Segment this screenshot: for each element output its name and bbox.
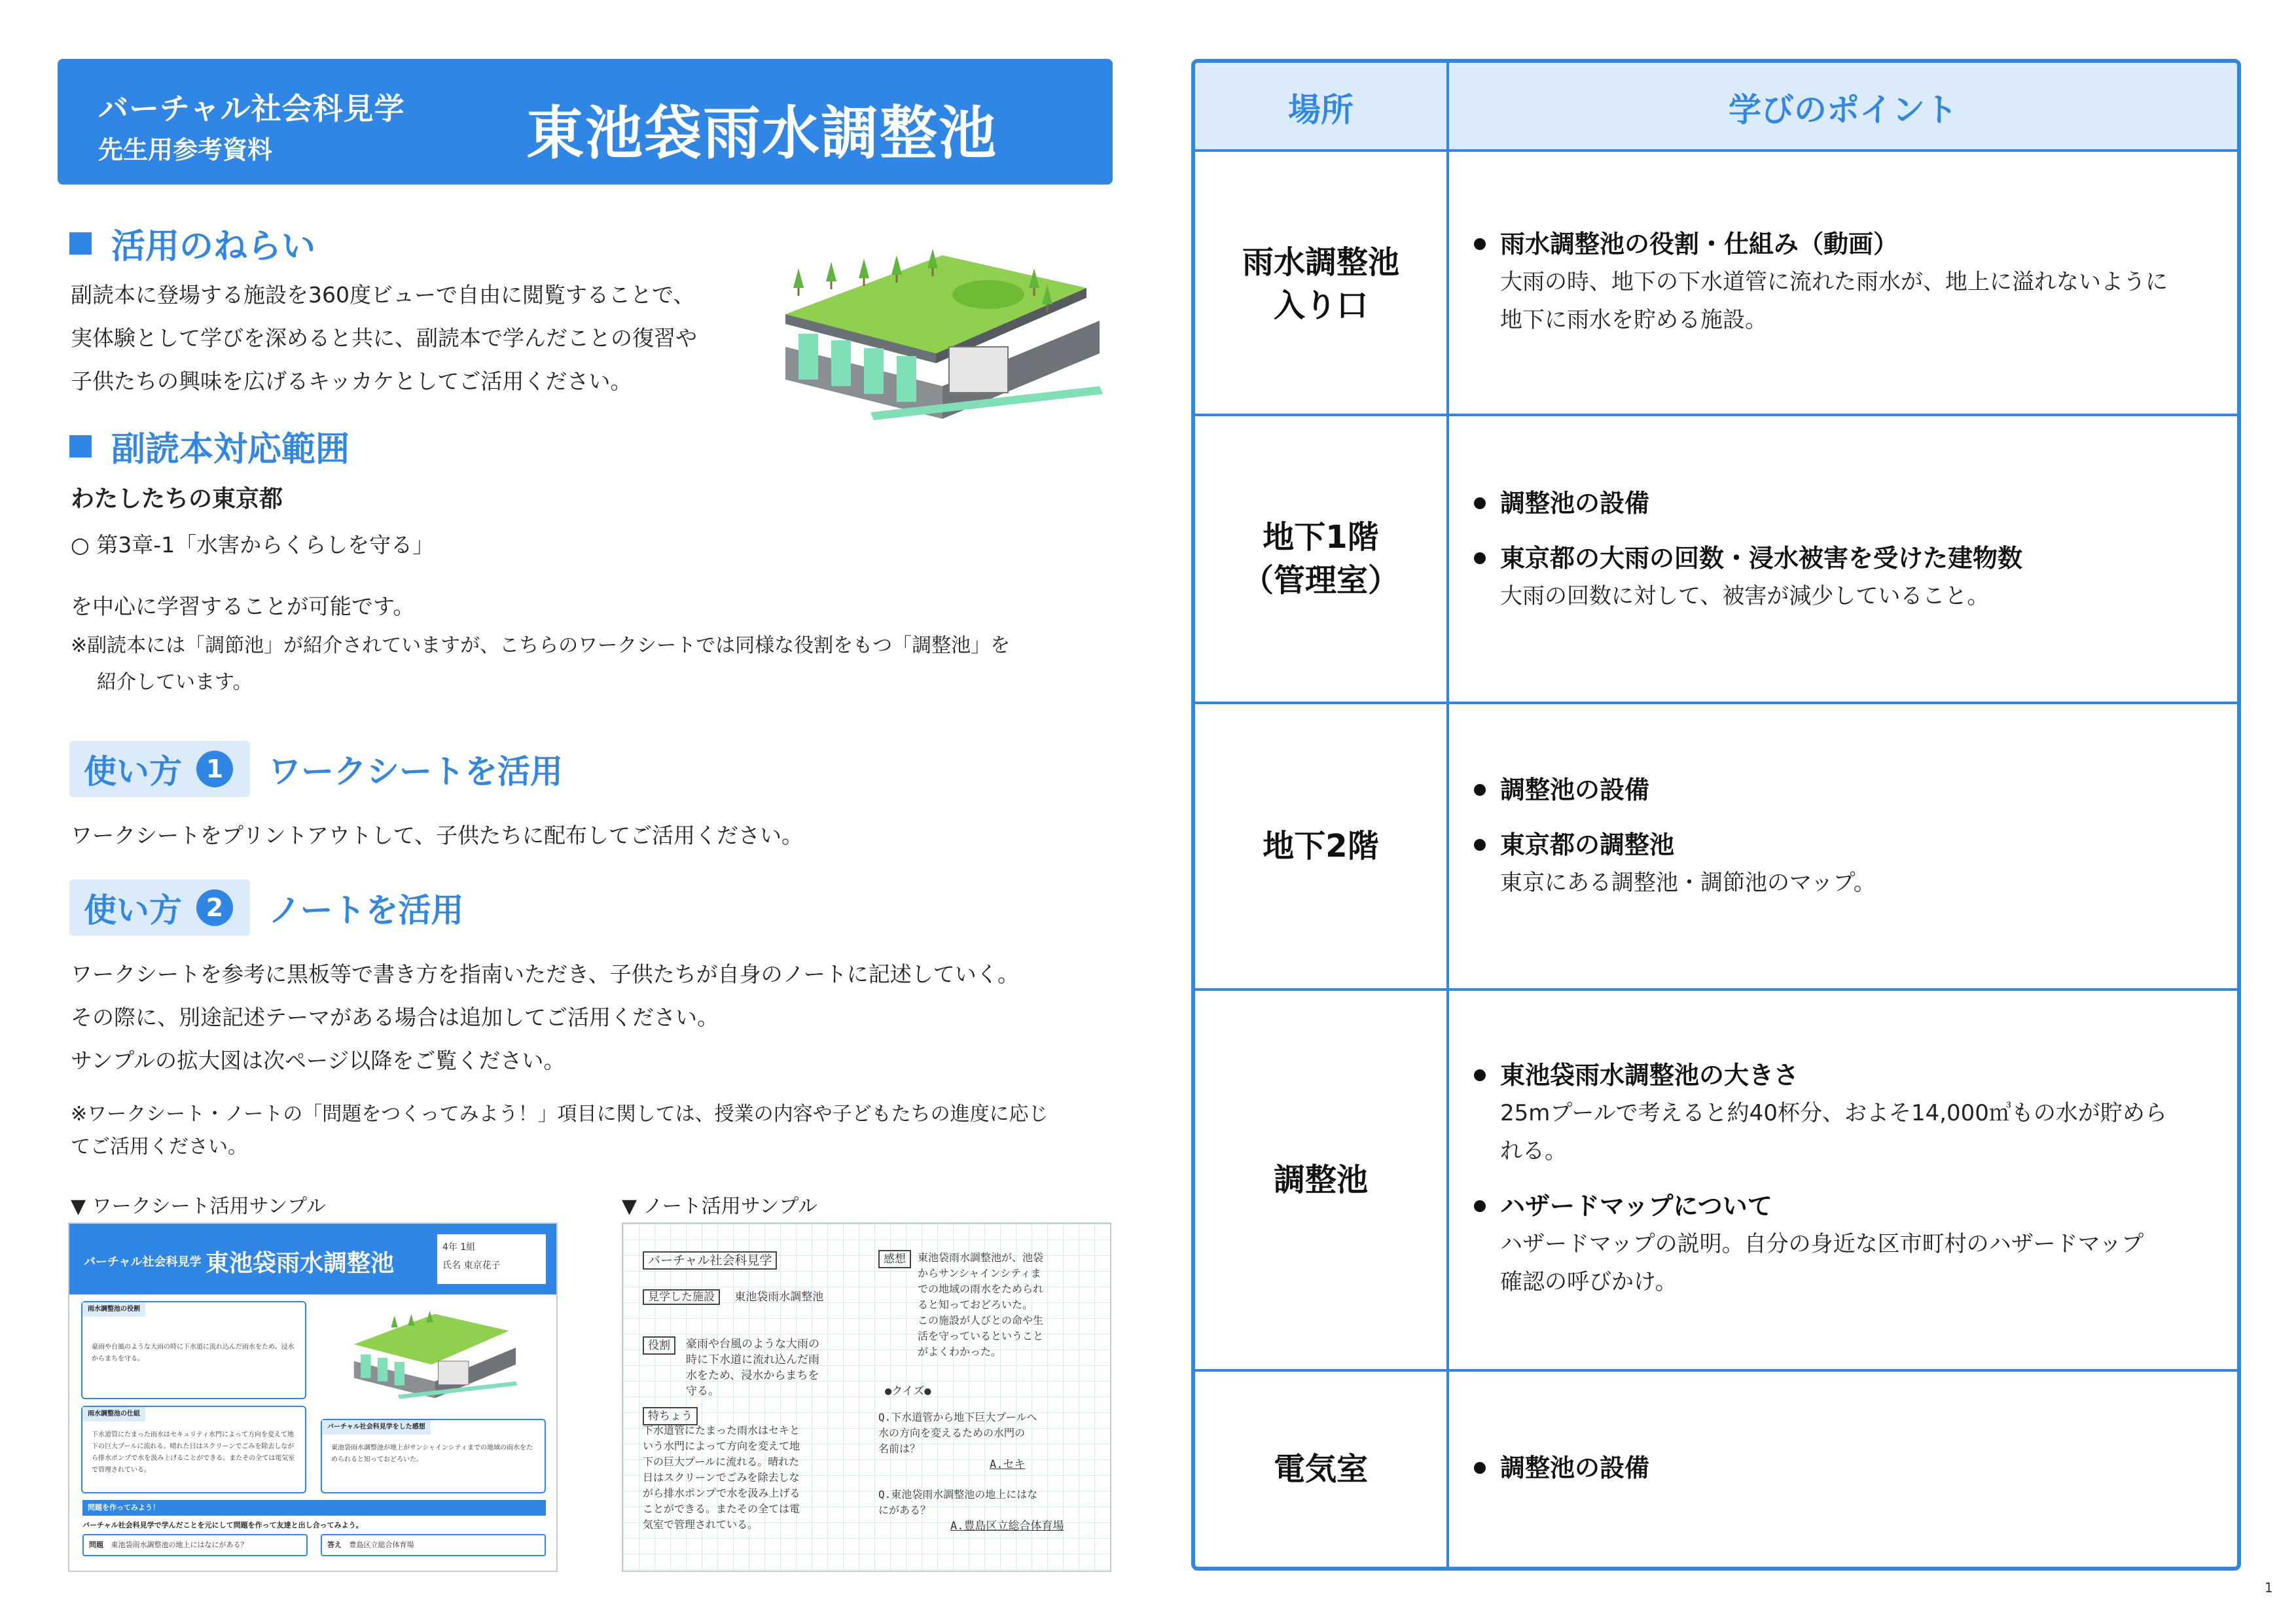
aim-heading-text: 活用のねらい bbox=[111, 227, 316, 266]
usage2-line: サンプルの拡大図は次ページ以降をご覧ください。 bbox=[71, 1048, 565, 1073]
worksheet-question-label: 問題 bbox=[89, 1541, 103, 1549]
aim-text bbox=[71, 274, 697, 403]
point-desc: 大雨の時、地下の下水道管に流れた雨水が、地上に溢れないように bbox=[1500, 269, 2168, 295]
table-row-points bbox=[1449, 225, 2234, 339]
table-row-points bbox=[1449, 1056, 2234, 1301]
worksheet-class: 4年 1組 bbox=[442, 1242, 476, 1253]
note-role-label: 役割 bbox=[643, 1336, 675, 1355]
point-title-text: 東京都の大雨の回数・浸水被害を受けた建物数 bbox=[1500, 544, 2023, 573]
banner-subtitle: バーチャル社会科見学 bbox=[98, 91, 405, 126]
usage2-footnote-line: ※ワークシート・ノートの「問題をつくってみよう！」項目に関しては、授業の内容や子どもたちの進度に応じ bbox=[71, 1103, 1049, 1126]
scope-heading bbox=[69, 421, 350, 471]
note-mech-text bbox=[643, 1423, 800, 1533]
table-row-place bbox=[1195, 154, 1446, 414]
worksheet-box-mechanism bbox=[81, 1406, 306, 1493]
table-header-place: 場所 bbox=[1288, 91, 1354, 129]
scope-heading-text: 副読本対応範囲 bbox=[111, 430, 350, 469]
worksheet-box-heading: 雨水調整池の役割 bbox=[82, 1302, 145, 1317]
worksheet-facility-illustration bbox=[329, 1297, 545, 1408]
note-impression-line: 活を守っているということ bbox=[918, 1330, 1044, 1342]
point-desc: 25mプールで考えると約40杯分、およそ14,000㎥もの水が貯めら bbox=[1500, 1100, 2167, 1126]
point-desc: れる。 bbox=[1500, 1138, 1567, 1164]
aim-line: 子供たちの興味を広げるキッカケとしてご活用ください。 bbox=[71, 368, 632, 394]
note-mech-line: 日はスクリーンでごみを除去しな bbox=[643, 1471, 800, 1484]
worksheet-header bbox=[69, 1224, 556, 1294]
table-header-points: 学びのポイント bbox=[1729, 91, 1958, 129]
table-row-place bbox=[1195, 1372, 1446, 1567]
table-row-place bbox=[1195, 991, 1446, 1369]
note-mech-line: いう水門によって方向を変えて地 bbox=[643, 1440, 800, 1452]
worksheet-sample-label: ▼ ワークシート活用サンプル bbox=[71, 1195, 326, 1218]
point-desc: 東京にある調整池・調節池のマップ。 bbox=[1500, 870, 1876, 896]
bullet-dot-icon bbox=[1474, 497, 1486, 509]
usage2-heading bbox=[69, 880, 464, 936]
note-mech-line: 下水道管にたまった雨水はセキと bbox=[643, 1424, 800, 1436]
worksheet-question-text: 東池袋雨水調整池の地上にはなにがある？ bbox=[111, 1541, 248, 1549]
worksheet-box-text: 下水道管にたまった雨水はセキュリティ水門によって方向を変えて地下の巨大プールに流れる。晴れた日はスクリーンでごみを除去しながら排水ポンプで水を汲み上げることができる。またその全ては電気室で管理されている。 bbox=[92, 1431, 295, 1474]
usage1-pill-label: 使い方 bbox=[84, 753, 182, 791]
worksheet-title: 東池袋雨水調整池 bbox=[206, 1250, 395, 1277]
note-role-line: 守る。 bbox=[686, 1385, 719, 1398]
bullet-dot-icon bbox=[1474, 839, 1486, 851]
place-line: 地下2階 bbox=[1263, 828, 1379, 865]
worksheet-box-role bbox=[81, 1301, 306, 1399]
point-title-text: 調整池の設備 bbox=[1500, 1454, 1650, 1482]
note-impression-line: からサンシャインシティま bbox=[918, 1267, 1041, 1279]
facility-illustration bbox=[772, 223, 1119, 438]
scope-note: を中心に学習することが可能です。 bbox=[71, 594, 415, 619]
point-title-text: ハザードマップについて bbox=[1500, 1192, 1772, 1221]
note-impression-line: この施設が人びとの命や生 bbox=[918, 1314, 1044, 1327]
point-title-text: 東京都の調整池 bbox=[1500, 830, 1675, 859]
table-row-points bbox=[1449, 771, 2234, 902]
worksheet-box-heading: バーチャル社会科見学をした感想 bbox=[322, 1420, 431, 1435]
note-mech-line: 気室で管理されている。 bbox=[643, 1518, 759, 1531]
note-impression-label: 感想 bbox=[878, 1250, 911, 1268]
usage2-footnote-line: てご活用ください。 bbox=[71, 1135, 247, 1158]
point-title bbox=[1474, 539, 2234, 577]
worksheet-box-text: 東池袋雨水調整池が地上がサンシャインシティまでの地域の雨水をためられると知っておどろいた。 bbox=[331, 1444, 533, 1463]
worksheet-box-text: 豪雨や台風のような大雨の時に下水道に流れ込んだ雨水をため、浸水からまちを守る。 bbox=[92, 1344, 295, 1363]
point-title bbox=[1474, 484, 2234, 522]
note-impression-line: での地域の雨水をためられ bbox=[918, 1283, 1044, 1295]
usage2-pill-label: 使い方 bbox=[84, 891, 182, 929]
worksheet-question-instruction: バーチャル社会科見学で学んだことを元にして問題を作って友達と出し合ってみよう。 bbox=[82, 1521, 363, 1529]
note-quiz-line: Q.下水道管から地下巨大プールへ bbox=[878, 1411, 1037, 1423]
point-title bbox=[1474, 1449, 2234, 1487]
worksheet-answer-text: 豊島区立総合体育場 bbox=[349, 1541, 414, 1549]
note-quiz-a2: A.豊島区立総合体育場 bbox=[950, 1520, 1064, 1533]
usage1-pill bbox=[69, 741, 250, 797]
usage1-text: ワークシートをプリントアウトして、子供たちに配布してご活用ください。 bbox=[71, 823, 804, 848]
scope-chapter: ○ 第3章-1「水害からくらしを守る」 bbox=[71, 532, 435, 558]
point-title bbox=[1474, 771, 2234, 809]
point-desc: ハザードマップの説明。自分の身近な区市町村のハザードマップ bbox=[1500, 1231, 2144, 1257]
worksheet-answer-box bbox=[321, 1534, 546, 1556]
worksheet-box-heading: 雨水調整池の仕組 bbox=[82, 1407, 145, 1421]
usage1-heading bbox=[69, 741, 563, 797]
worksheet-student-name: 氏名 東京花子 bbox=[442, 1260, 501, 1271]
point-title bbox=[1474, 225, 2234, 263]
point-desc: 大雨の回数に対して、被害が減少していること。 bbox=[1500, 583, 1990, 609]
note-visited-label: 見学した施設 bbox=[643, 1289, 720, 1305]
note-quiz-line: 名前は？ bbox=[878, 1442, 921, 1455]
aim-line: 副読本に登場する施設を360度ビューで自由に閲覧することで、 bbox=[71, 282, 695, 308]
usage2-pill bbox=[69, 880, 250, 936]
usage2-title: ノートを活用 bbox=[268, 891, 464, 929]
note-role-text bbox=[686, 1336, 819, 1399]
square-bullet-icon bbox=[69, 232, 92, 255]
note-visited-value: 東池袋雨水調整池 bbox=[734, 1291, 824, 1304]
table-row-points bbox=[1449, 1449, 2234, 1487]
point-title bbox=[1474, 826, 2234, 864]
note-sample-label: ▼ ノート活用サンプル bbox=[622, 1195, 818, 1218]
square-bullet-icon bbox=[69, 435, 92, 457]
note-mech-label: 特ちょう bbox=[643, 1407, 698, 1425]
note-title: バーチャル社会科見学 bbox=[643, 1251, 777, 1270]
note-sample-image bbox=[622, 1222, 1111, 1572]
bullet-dot-icon bbox=[1474, 1200, 1486, 1212]
header-banner bbox=[58, 59, 1113, 185]
bullet-dot-icon bbox=[1474, 1462, 1486, 1474]
note-impression-line: がよくわかった。 bbox=[918, 1346, 1002, 1358]
note-quiz-a1: A.セキ bbox=[990, 1458, 1026, 1471]
note-quiz-q2 bbox=[878, 1487, 1037, 1518]
point-title-text: 調整池の設備 bbox=[1500, 776, 1650, 804]
bullet-dot-icon bbox=[1474, 552, 1486, 564]
note-impression-line: 東池袋雨水調整池が、池袋 bbox=[918, 1251, 1044, 1264]
note-mech-line: 下の巨大プールに流れる。晴れた bbox=[643, 1455, 800, 1468]
usage2-line: その際に、別途記述テーマがある場合は追加してご活用ください。 bbox=[71, 1005, 719, 1030]
place-line: 電気室 bbox=[1273, 1451, 1368, 1488]
point-title bbox=[1474, 1187, 2234, 1225]
note-role-line: 豪雨や台風のような大雨の bbox=[686, 1338, 819, 1351]
note-quiz-line: にがある？ bbox=[878, 1504, 931, 1516]
bullet-dot-icon bbox=[1474, 1069, 1486, 1081]
page-number: 1 bbox=[2265, 1580, 2273, 1596]
note-quiz-q1 bbox=[878, 1410, 1037, 1457]
usage2-line: ワークシートを参考に黒板等で書き方を指南いただき、子供たちが自身のノートに記述していく。 bbox=[71, 961, 1020, 987]
place-line: （管理室） bbox=[1242, 562, 1399, 599]
aim-heading bbox=[69, 219, 315, 268]
note-mech-line: がら排水ポンプで水を汲み上げる bbox=[643, 1487, 800, 1499]
scope-book-title: わたしたちの東京都 bbox=[71, 486, 283, 512]
point-title-text: 雨水調整池の役割・仕組み（動画） bbox=[1500, 230, 1899, 259]
place-line: 入り口 bbox=[1273, 287, 1368, 324]
table-row-points bbox=[1449, 484, 2234, 615]
page-title: 東池袋雨水調整池 bbox=[526, 99, 998, 167]
note-role-line: 時に下水道に流れ込んだ雨 bbox=[686, 1353, 819, 1366]
usage2-footnote bbox=[71, 1098, 1049, 1164]
learning-points-table bbox=[1191, 59, 2241, 1571]
worksheet-question-box bbox=[82, 1534, 308, 1556]
worksheet-answer-label: 答え bbox=[327, 1541, 342, 1549]
usage1-number: 1 bbox=[196, 751, 233, 787]
point-desc: 地下に雨水を貯める施設。 bbox=[1500, 307, 1767, 333]
usage2-text bbox=[71, 953, 1019, 1082]
place-line: 地下1階 bbox=[1263, 519, 1379, 556]
point-title-text: 東池袋雨水調整池の大きさ bbox=[1500, 1061, 1799, 1090]
place-line: 調整池 bbox=[1273, 1162, 1368, 1198]
note-quiz-line: Q.東池袋雨水調整池の地上にはな bbox=[878, 1488, 1038, 1501]
note-role-line: 水をため、浸水からまちを bbox=[686, 1369, 819, 1382]
point-title-text: 調整池の設備 bbox=[1500, 489, 1650, 518]
bullet-dot-icon bbox=[1474, 238, 1486, 250]
note-visited-row bbox=[643, 1289, 823, 1305]
note-quiz-heading: ●クイズ● bbox=[885, 1385, 931, 1398]
note-quiz-line: 水の方向を変えるための水門の bbox=[878, 1427, 1026, 1439]
scope-footnote-cont: 紹介しています。 bbox=[97, 671, 253, 694]
table-row-place bbox=[1195, 704, 1446, 988]
point-title bbox=[1474, 1056, 2234, 1094]
worksheet-name-box bbox=[437, 1234, 546, 1284]
bullet-dot-icon bbox=[1474, 784, 1486, 796]
scope-footnote: ※副読本には「調節池」が紹介されていますが、こちらのワークシートでは同様な役割をもつ「調整池」を bbox=[71, 634, 1011, 657]
worksheet-question-bar: 問題を作ってみよう！ bbox=[82, 1500, 546, 1516]
point-desc: 確認の呼びかけ。 bbox=[1500, 1269, 1677, 1295]
table-row-place bbox=[1195, 416, 1446, 702]
note-impression-text bbox=[918, 1250, 1043, 1360]
worksheet-box-impression bbox=[321, 1419, 546, 1493]
worksheet-sample-image bbox=[68, 1222, 558, 1572]
banner-caption: 先生用参考資料 bbox=[98, 135, 273, 164]
place-line: 雨水調整池 bbox=[1242, 244, 1399, 281]
worksheet-subtitle: バーチャル社会科見学 bbox=[84, 1255, 202, 1269]
note-mech-line: ことができる。またその全ては電 bbox=[643, 1503, 800, 1515]
note-impression-line: ると知っておどろいた。 bbox=[918, 1298, 1033, 1311]
usage2-number: 2 bbox=[196, 889, 233, 926]
usage1-title: ワークシートを活用 bbox=[268, 753, 563, 791]
aim-line: 実体験として学びを深めると共に、副読本で学んだことの復習や bbox=[71, 325, 697, 351]
